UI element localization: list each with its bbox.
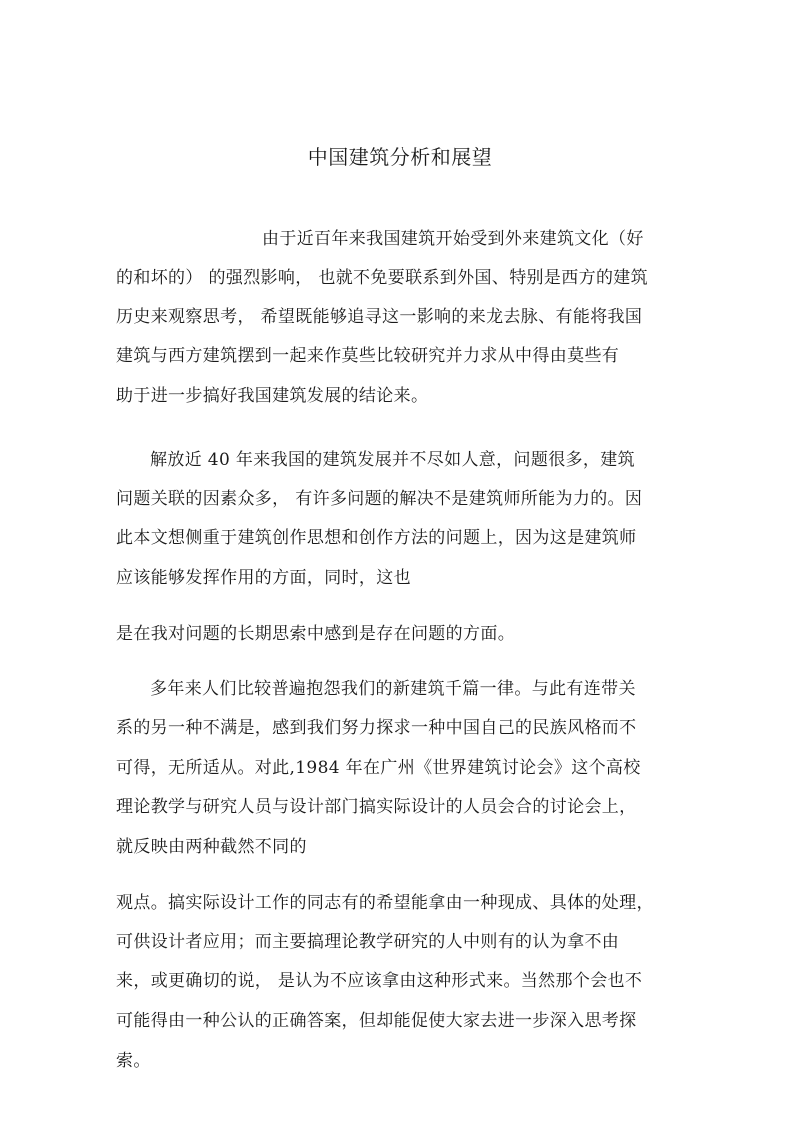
- paragraph-line: 可能得由一种公认的正确答案，但却能促使大家去进一步深入思考探: [116, 1011, 637, 1031]
- document-title: 中国建筑分析和展望: [307, 145, 493, 169]
- paragraph-line: 此本文想侧重于建筑创作思想和创作方法的问题上，因为这是建筑师: [116, 528, 637, 548]
- paragraph-line: 来，或更确切的说， 是认为不应该拿由这种形式来。当然那个会也不: [116, 971, 643, 991]
- paragraph-line: 解放近 40 年来我国的建筑发展并不尽如人意，问题很多，建筑: [150, 450, 635, 470]
- paragraph-line: 理论教学与研究人员与设计部门搞实际设计的人员会合的讨论会上，: [116, 797, 637, 817]
- paragraph-line: 是在我对问题的长期思索中感到是存在问题的方面。: [116, 624, 516, 644]
- paragraph-line: 系的另一种不满是，感到我们努力探求一种中国自己的民族风格而不: [116, 718, 637, 738]
- paragraph-line: 建筑与西方建筑摆到一起来作莫些比较研究并力求从中得由莫些有: [116, 346, 620, 366]
- paragraph-line: 问题关联的因素众多， 有许多问题的解决不是建筑师所能为力的。因: [116, 489, 643, 509]
- paragraph-line: 应该能够发挥作用的方面，同时，这也: [116, 568, 411, 588]
- paragraph-line: 就反映由两种截然不同的: [116, 837, 307, 857]
- paragraph-line: 由于近百年来我国建筑开始受到外来建筑文化（好: [262, 229, 644, 249]
- paragraph-line: 的和坏的） 的强烈影响， 也就不免要联系到外国、特别是西方的建筑: [116, 268, 649, 288]
- paragraph-line: 历史来观察思考， 希望既能够追寻这一影响的来龙去脉、有能将我国: [116, 307, 643, 327]
- paragraph-line: 观点。搞实际设计工作的同志有的希望能拿由一种现成、具体的处理，: [116, 893, 654, 913]
- paragraph-line: 可供设计者应用；而主要搞理论教学研究的人中则有的认为拿不由: [116, 932, 620, 952]
- paragraph-line: 多年来人们比较普遍抱怨我们的新建筑千篇一律。与此有连带关: [150, 679, 636, 699]
- paragraph-line: 索。: [116, 1051, 151, 1071]
- paragraph-line: 可得，无所适从。对此,1984 年在广州《世界建筑讨论会》这个高校: [116, 758, 641, 778]
- paragraph-line: 助于进一步搞好我国建筑发展的结论来。: [116, 386, 429, 406]
